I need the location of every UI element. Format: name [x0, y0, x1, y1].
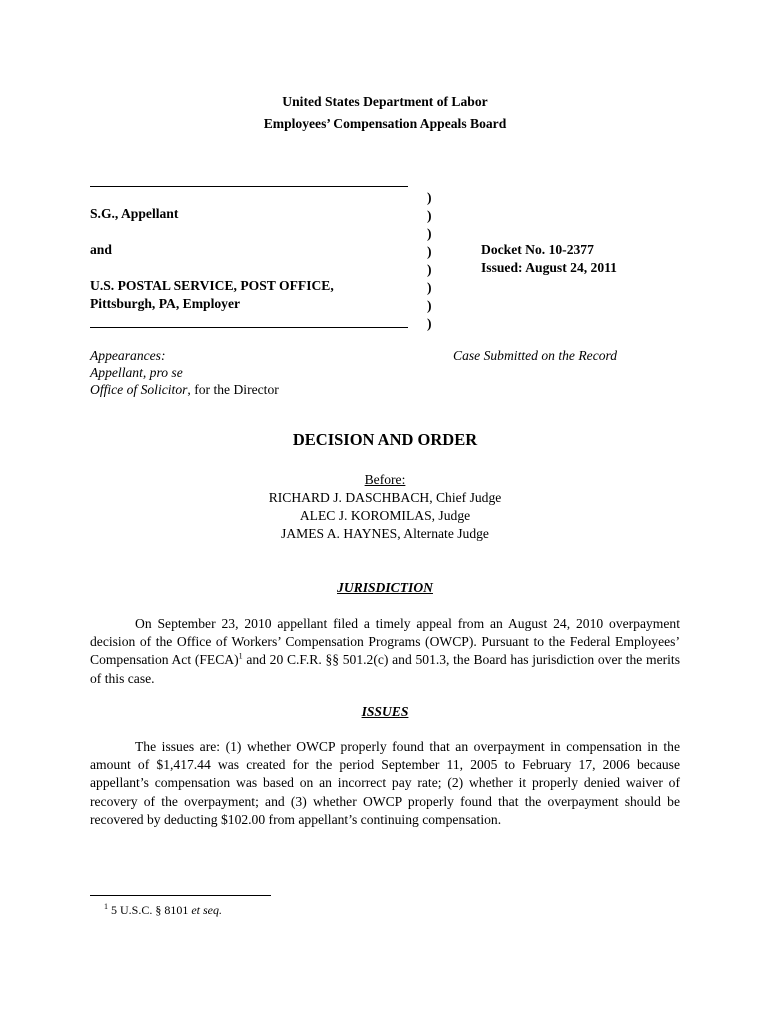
jurisdiction-heading: JURISDICTION	[337, 580, 433, 595]
footnote-rule	[90, 895, 271, 896]
appearances-solicitor	[90, 382, 279, 398]
jurisdiction-text-1: On September 23, 2010 appellant filed a timely appeal from an August 24, 2010 overpayment decision of the Office of Workers’ Compensation Programs (OWCP). Pursuant to the Federal Employees’ Compensation Act (FECA)	[90, 616, 680, 668]
header-board: Employees’ Compensation Appeals Board	[263, 116, 507, 131]
before-label: Before:	[364, 472, 406, 487]
judge-chief: RICHARD J. DASCHBACH, Chief Judge	[268, 490, 502, 505]
docket-number: Docket No. 10-2377	[481, 242, 594, 257]
caption-paren: )	[427, 226, 432, 241]
footnote-text: 5 U.S.C. § 8101	[108, 903, 192, 917]
caption-appellant: S.G., Appellant	[90, 206, 179, 221]
appearances-appellant: Appellant, pro se	[90, 365, 183, 380]
footnote-et-seq: et seq.	[191, 903, 222, 917]
caption-paren: )	[427, 298, 432, 313]
case-submitted: Case Submitted on the Record	[453, 348, 618, 363]
footnote-number: 1	[104, 902, 108, 911]
appearances-heading: Appearances:	[90, 348, 166, 363]
caption-and: and	[90, 242, 112, 257]
solicitor-office: Office of Solicitor	[90, 382, 188, 397]
decision-title: DECISION AND ORDER	[292, 430, 478, 449]
caption-paren: )	[427, 262, 432, 277]
jurisdiction-paragraph	[90, 615, 680, 688]
caption-paren: )	[427, 190, 432, 205]
footnote-reference[interactable]: 1	[238, 651, 243, 661]
judge-koromilas: ALEC J. KOROMILAS, Judge	[299, 508, 471, 523]
caption-top-rule	[90, 186, 408, 187]
caption-employer-line1: U.S. POSTAL SERVICE, POST OFFICE,	[90, 278, 334, 293]
issues-paragraph	[90, 738, 680, 829]
caption-paren: )	[427, 244, 432, 259]
issues-heading: ISSUES	[361, 704, 409, 719]
issued-date: Issued: August 24, 2011	[481, 260, 617, 275]
caption-employer-line2: Pittsburgh, PA, Employer	[90, 296, 241, 311]
issues-text: The issues are: (1) whether OWCP properly found that an overpayment in compensation in the amount of $1,417.44 was created for the period September 11, 2005 to February 17, 2006 because appellant’s compensation was based on an incorrect pay rate; (2) whether it properly denied waiver of recovery of the overpayment; and (3) whether OWCP properly found that the overpayment should be recovered by deducting $102.00 from appellant’s continuing compensation.	[90, 739, 680, 827]
header-department: United States Department of Labor	[282, 94, 488, 109]
caption-bottom-rule	[90, 327, 408, 328]
footnote	[104, 903, 222, 918]
caption-paren: )	[427, 316, 432, 331]
caption-paren: )	[427, 208, 432, 223]
judge-haynes: JAMES A. HAYNES, Alternate Judge	[281, 526, 489, 541]
solicitor-role: , for the Director	[187, 382, 279, 397]
jurisdiction-text-2: and 20 C.F.R. §§ 501.2(c) and 501.3, the Board has jurisdiction over the merits of this case.	[90, 652, 680, 686]
caption-paren: )	[427, 280, 432, 295]
